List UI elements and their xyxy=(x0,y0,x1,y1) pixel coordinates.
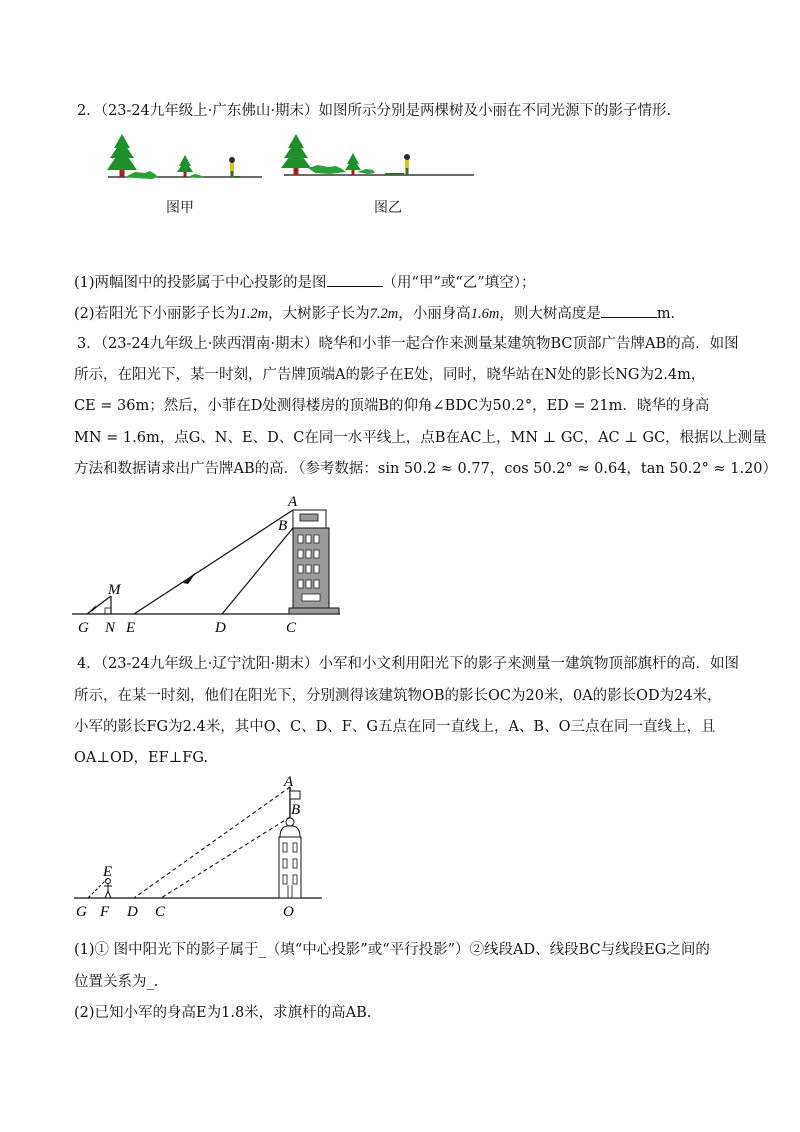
arrow-icon xyxy=(183,572,196,584)
label-M: M xyxy=(108,582,121,598)
label-O: O xyxy=(283,904,294,920)
q2-sub1: (1)两幅图中的投影属于中心投影的是图 （用“甲”或“乙”填空）； xyxy=(74,272,535,293)
girl-icon xyxy=(404,154,410,175)
label-F: F xyxy=(100,904,110,920)
label-E: E xyxy=(126,620,136,636)
q3-line-2: 所示，在阳光下，某一时刻，广告牌顶端A的影子在E处，同时，晓华站在N处的影长NG为2.4m， xyxy=(74,367,706,383)
q2-figure-right xyxy=(280,128,480,188)
answer-blank-1[interactable] xyxy=(327,272,383,287)
label-A: A xyxy=(284,774,294,790)
label-C: C xyxy=(155,904,166,920)
q2-figure-left xyxy=(100,128,270,188)
person-icon xyxy=(104,879,112,899)
label-C: C xyxy=(286,620,297,636)
q4-sub1-line-1: (1)① 图中阳光下的影子属于_（填“中心投影”或“平行投影”）②线段AD、线段BC与线段EG之间的 xyxy=(74,942,710,958)
q4-line-1: 4．（23-24九年级上·辽宁沈阳·期末）小军和小文利用阳光下的影子来测量一建筑物顶部旗杆的高．如图 xyxy=(77,656,739,672)
label-G: G xyxy=(78,620,89,636)
tree-shadow-icon xyxy=(125,171,158,179)
label-E: E xyxy=(103,864,113,880)
q3-line-5: 方法和数据请求出广告牌AB的高．（参考数据：sin 50.2 ≈ 0.77，cos 50.2° ≈ 0.64，tan 50.2° ≈ 1.20） xyxy=(74,461,778,477)
q4-sub2: (2)已知小军的身高E为1.8米，求旗杆的高AB. xyxy=(74,1005,372,1021)
building-icon xyxy=(289,510,339,614)
label-D: D xyxy=(127,904,138,920)
q3-figure xyxy=(60,490,360,640)
girl-icon xyxy=(229,157,235,177)
q4-line-4: OA⊥OD，EF⊥FG. xyxy=(74,750,209,766)
label-D: D xyxy=(215,620,226,636)
big-tree-icon xyxy=(107,134,137,177)
q4-line-2: 所示，在某一时刻，他们在阳光下，分别测得该建筑物OB的影长OC为20米，0A的影长OD为24米， xyxy=(74,688,722,704)
label-A: A xyxy=(288,494,298,510)
q2-sub2: (2)若阳光下小丽影子长为1.2m，大树影子长为7.2m，小丽身高1.6m，则大树高度是 m． xyxy=(74,303,685,324)
caption-left: 图甲 xyxy=(166,200,194,216)
q3-line-1: 3．（23-24九年级上·陕西渭南·期末）晓华和小菲一起合作来测量某建筑物BC顶部广告牌AB的高．如图 xyxy=(77,336,739,352)
q3-line-4: MN = 1.6m，点G、N、E、D、C在同一水平线上，点B在AC上，MN ⊥ GC，AC ⊥ GC，根据以上测量 xyxy=(74,430,767,446)
small-tree-icon xyxy=(177,155,193,177)
q4-figure xyxy=(60,775,330,925)
label-N: N xyxy=(105,620,116,636)
caption-right: 图乙 xyxy=(374,200,402,216)
big-tree-icon xyxy=(281,134,311,175)
q3-line-3: CE = 36m；然后，小菲在D处测得楼房的顶端B的仰角∠BDC为50.2°，ED = 21m．晓华的身高 xyxy=(74,398,710,414)
q4-sub1-line-2: 位置关系为_. xyxy=(74,974,159,990)
q2-stem: 2．（23-24九年级上·广东佛山·期末）如图所示分别是两棵树及小丽在不同光源下的影子情形. xyxy=(77,103,672,119)
label-G: G xyxy=(76,904,87,920)
tree-shadow-icon xyxy=(308,165,346,174)
label-B: B xyxy=(291,802,301,818)
label-B: B xyxy=(278,518,288,534)
answer-blank-2[interactable] xyxy=(601,303,657,318)
q4-line-3: 小军的影长FG为2.4米，其中O、C、D、F、G五点在同一直线上，A、B、O三点在同一直线上，且 xyxy=(74,719,716,735)
